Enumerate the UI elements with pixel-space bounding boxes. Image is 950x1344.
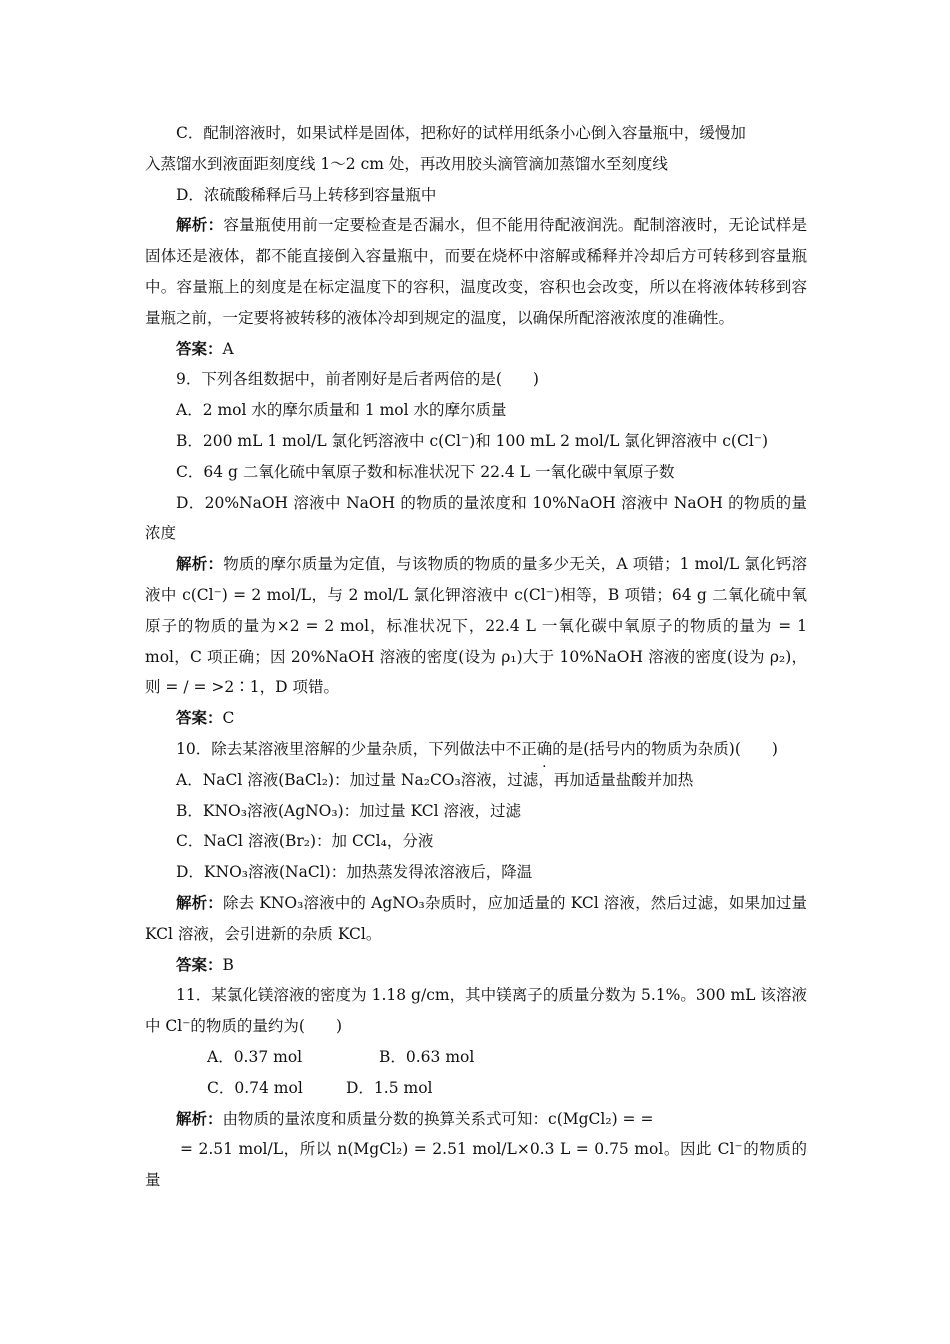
answer-label: 答案： [176, 708, 223, 728]
q10-option-a: A．NaCl 溶液(BaCl₂)：加过量 Na₂CO₃溶液，过滤，再加适量盐酸并加热 [176, 770, 694, 789]
q9-option-c: C．64 g 二氧化硫中氧原子数和标准状况下 22.4 L 一氧化碳中氧原子数 [176, 462, 675, 481]
q10-option-d: D．KNO₃溶液(NaCl)：加热蒸发得浓溶液后，降温 [176, 863, 533, 882]
q11-explanation-line1: 由物质的量浓度和质量分数的换算关系式可知：c(MgCl₂) = = [222, 1109, 654, 1128]
explanation-label: 解析： [176, 1108, 223, 1128]
q9-option-d: D．20%NaOH 溶液中 NaOH 的物质的量浓度和 10%NaOH 溶液中 NaOH 的物质的量浓度 [145, 493, 807, 543]
q9-answer-value: C [222, 709, 235, 728]
explanation-label: 解析： [176, 554, 224, 574]
document-page [145, 118, 807, 1196]
q11-options-row2 [145, 1073, 807, 1104]
q10-answer-value: B [222, 955, 234, 974]
q11-option-d: D．1.5 mol [346, 1078, 433, 1097]
q10-answer [145, 950, 807, 981]
q9-option-b: B．200 mL 1 mol/L 氯化钙溶液中 c(Cl⁻)和 100 mL 2 mol/L 氯化钾溶液中 c(Cl⁻) [176, 431, 769, 450]
q9-option-a: A．2 mol 水的摩尔质量和 1 mol 水的摩尔质量 [176, 401, 507, 420]
q11-explanation-line2: = 2.51 mol/L，所以 n(MgCl₂) = 2.51 mol/L×0.3 L = 0.75 mol。因此 Cl⁻的物质的量 [145, 1140, 807, 1190]
q11-explanation-cont [145, 1134, 807, 1196]
q9-stem: 9．下列各组数据中，前者刚好是后者两倍的是( ) [176, 370, 539, 389]
q10-explanation-text: 除去 KNO₃溶液中的 AgNO₃杂质时，应加适量的 KCl 溶液，然后过滤，如果加过量 KCl 溶液，会引进新的杂质 KCl。 [145, 893, 807, 943]
q10-stem [145, 734, 807, 765]
q11-option-a: A．0.37 mol [207, 1047, 303, 1066]
answer-label: 答案： [176, 954, 223, 974]
explanation-label: 解析： [176, 215, 224, 235]
q11-option-b: B．0.63 mol [379, 1047, 475, 1066]
q8-answer [145, 334, 807, 365]
q8-explanation-text: 容量瓶使用前一定要检查是否漏水，但不能用待配液润洗。配制溶液时，无论试样是固体还是液体，都不能直接倒入容量瓶中，而要在烧杯中溶解或稀释并冷却后方可转移到容量瓶中。容量瓶上的刻度是在标定温度下的容积，温度改变，容积也会改变，所以在将液体转移到容量瓶之前，一定要将被转移的液体冷却到规定的温度，以确保所配溶液浓度的准确性。 [145, 216, 807, 327]
answer-label: 答案： [176, 338, 223, 358]
q10-stem-part2: 正确的是(括号内的物质为杂质)( ) [521, 739, 778, 758]
explanation-label: 解析： [176, 892, 223, 912]
q8-answer-value: A [222, 339, 234, 358]
q8-option-d: D．浓硫酸稀释后马上转移到容量瓶中 [176, 185, 437, 204]
q11-explanation [145, 1104, 807, 1135]
q8-option-c-cont: 入蒸馏水到液面距刻度线 1～2 cm 处，再改用胶头滴管滴加蒸馏水至刻度线 [145, 154, 668, 173]
q10-option-b: B．KNO₃溶液(AgNO₃)：加过量 KCl 溶液，过滤 [176, 801, 521, 820]
q11-options-row1 [145, 1042, 807, 1073]
emphasis-dot-word: 不 · [506, 740, 522, 758]
q8-explanation [145, 210, 807, 333]
q9-explanation [145, 549, 807, 703]
q11-stem: 11．某氯化镁溶液的密度为 1.18 g/cm，其中镁离子的质量分数为 5.1%。300 mL 该溶液中 Cl⁻的物质的量约为( ) [145, 986, 807, 1036]
q10-option-c: C．NaCl 溶液(Br₂)：加 CCl₄，分液 [176, 832, 434, 851]
q9-explanation-text: 物质的摩尔质量为定值，与该物质的物质的量多少无关，A 项错；1 mol/L 氯化钙溶液中 c(Cl⁻) = 2 mol/L，与 2 mol/L 氯化钾溶液中 c(Cl⁻)相等，B 项错；64 g 二氧化硫中氧原子的物质的量为×2 = 2 mol，标准状况下，22.4 L 一氧化碳中氧原子的物质的量为 = 1 mol，C 项正确；因 20%NaOH 溶液的密度(设为 ρ₁)大于 10%NaOH 溶液的密度(设为 ρ₂)，则 = / = >2∶1，D 项错。 [145, 555, 807, 697]
q10-stem-part1: 10．除去某溶液里溶解的少量杂质，下列做法中 [176, 739, 506, 758]
q8-option-c: C．配制溶液时，如果试样是固体，把称好的试样用纸条小心倒入容量瓶中，缓慢加 [176, 124, 746, 142]
q9-answer [145, 703, 807, 734]
q11-option-c: C．0.74 mol [207, 1078, 303, 1097]
q10-explanation [145, 888, 807, 950]
